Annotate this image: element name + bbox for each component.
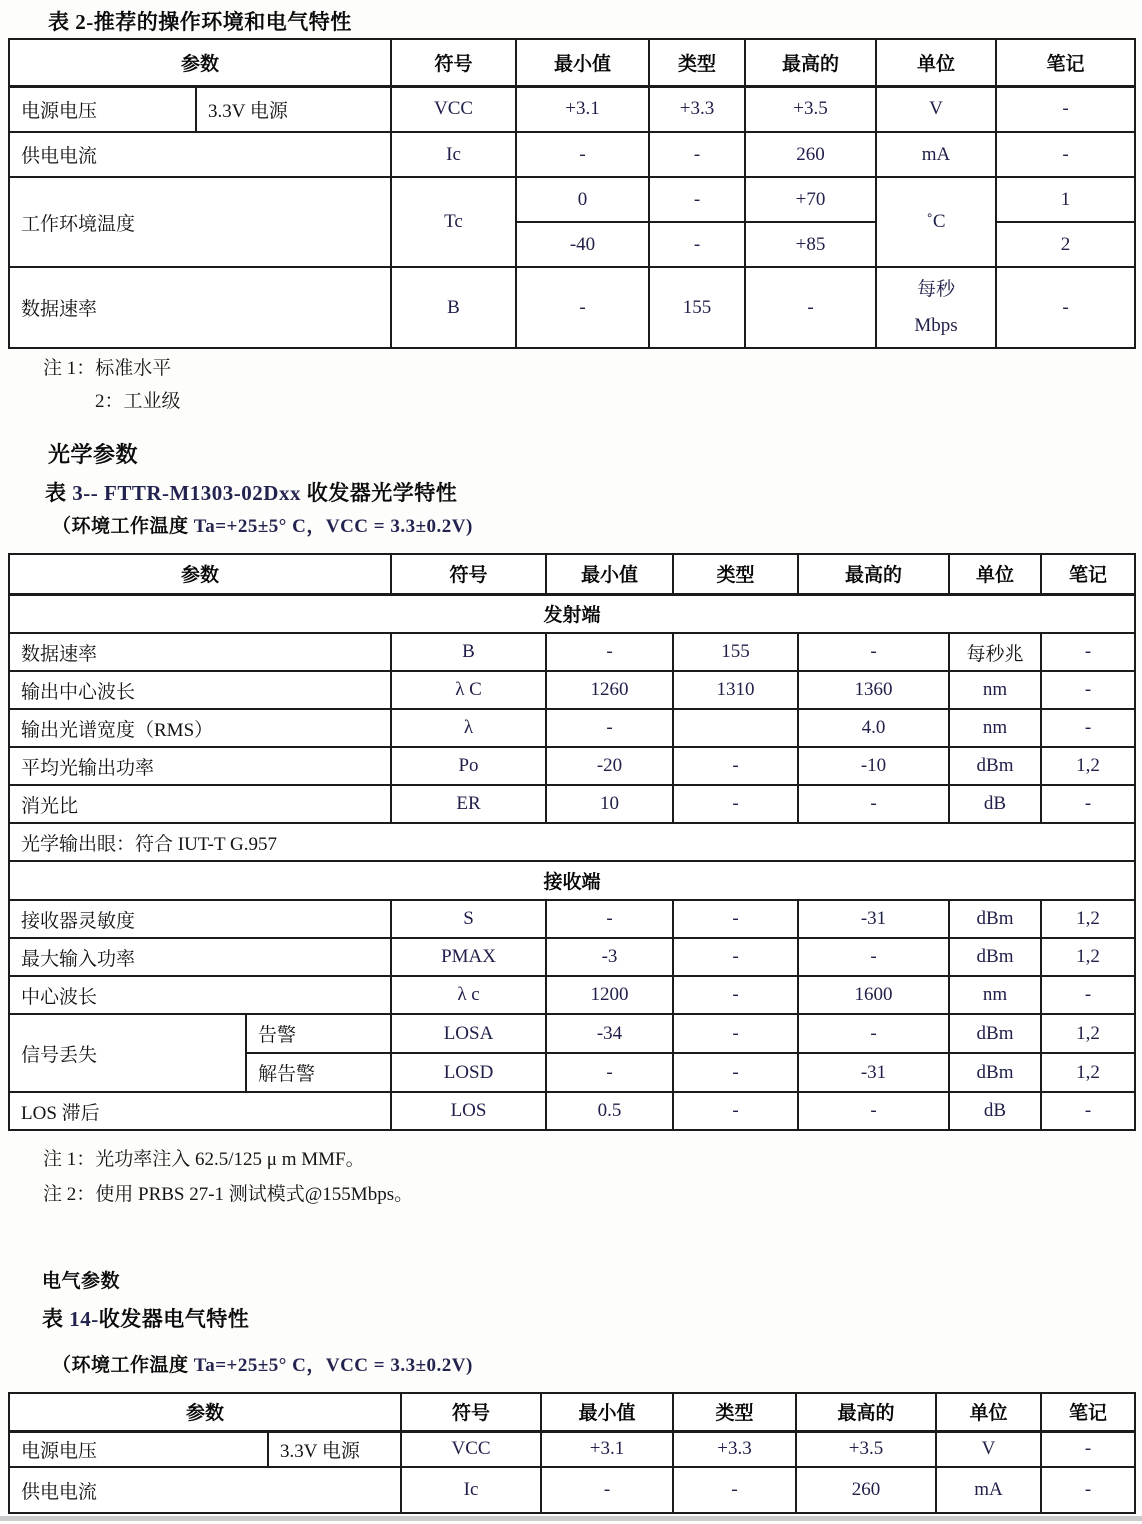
value-cell: 1260 xyxy=(546,671,673,709)
value-cell: 1,2 xyxy=(1041,900,1135,938)
table3-row-rx-sensitivity xyxy=(9,900,1135,938)
header-cell: 最小值 xyxy=(516,39,649,86)
value-cell: PMAX xyxy=(391,938,546,976)
param-cell: LOS 滞后 xyxy=(9,1092,391,1130)
value-cell: - xyxy=(1041,709,1135,747)
header-cell: 最小值 xyxy=(546,554,673,594)
header-cell: 符号 xyxy=(391,554,546,594)
electrical-section-title: 电气参数 xyxy=(42,1271,121,1292)
value-cell: - xyxy=(673,976,798,1014)
table14-row-supply-current xyxy=(9,1467,1135,1513)
value-cell: - xyxy=(546,633,673,671)
header-cell: 最小值 xyxy=(541,1393,673,1431)
param-cell: 输出光谱宽度（RMS） xyxy=(9,709,391,747)
header-cell: 参数 xyxy=(9,1393,401,1431)
param-cell: 平均光输出功率 xyxy=(9,747,391,785)
value-cell: - xyxy=(798,633,949,671)
value-cell: - xyxy=(1041,1092,1135,1130)
table3-row-los-hysteresis xyxy=(9,1092,1135,1130)
value-cell: dB xyxy=(949,785,1041,823)
header-cell: 参数 xyxy=(9,39,391,86)
value-cell: +3.1 xyxy=(516,86,649,132)
table3-tx-section-row xyxy=(9,594,1135,633)
table2-notes xyxy=(43,352,181,418)
value-cell: +85 xyxy=(745,222,876,267)
value-cell: λ xyxy=(391,709,546,747)
value-cell: - xyxy=(649,222,745,267)
cutoff-next-row-edge xyxy=(0,1516,1142,1521)
value-cell: Ic xyxy=(391,132,516,177)
value-cell: - xyxy=(673,1053,798,1092)
value-cell: - xyxy=(516,132,649,177)
table14-title-code: 14- xyxy=(69,1307,99,1331)
table14-header-row xyxy=(9,1393,1135,1431)
value-cell: - xyxy=(541,1467,673,1513)
table3-title-prefix: 表 xyxy=(45,481,73,505)
param-cell: 接收器灵敏度 xyxy=(9,900,391,938)
value-cell: 1,2 xyxy=(1041,938,1135,976)
value-cell: dBm xyxy=(949,900,1041,938)
note-line: 2：工业级 xyxy=(95,391,181,412)
value-cell: dBm xyxy=(949,1014,1041,1053)
value-cell: 2 xyxy=(996,222,1135,267)
value-cell: +3.5 xyxy=(796,1431,936,1467)
param-cell: 最大输入功率 xyxy=(9,938,391,976)
value-cell: B xyxy=(391,267,516,348)
value-cell: - xyxy=(546,709,673,747)
header-cell: 最高的 xyxy=(796,1393,936,1431)
param-cell: 输出中心波长 xyxy=(9,671,391,709)
param-cell: 数据速率 xyxy=(9,267,391,348)
header-cell: 单位 xyxy=(949,554,1041,594)
table14-title xyxy=(42,1303,249,1333)
value-cell xyxy=(673,709,798,747)
value-cell xyxy=(876,267,996,348)
value-cell: V xyxy=(876,86,996,132)
table3-title-code: 3-- FTTR-M1303-02Dxx xyxy=(72,481,307,505)
table3-rx-section-row xyxy=(9,861,1135,900)
value-cell: VCC xyxy=(391,86,516,132)
value-cell: - xyxy=(1041,785,1135,823)
value-cell: - xyxy=(673,900,798,938)
header-cell: 最高的 xyxy=(798,554,949,594)
value-cell: 1360 xyxy=(798,671,949,709)
value-cell: 1 xyxy=(996,177,1135,222)
value-cell: -34 xyxy=(546,1014,673,1053)
param-cell: 消光比 xyxy=(9,785,391,823)
value-cell: dB xyxy=(949,1092,1041,1130)
table2-row-data-rate xyxy=(9,267,1135,348)
value-cell: LOSD xyxy=(391,1053,546,1092)
table14-title-prefix: 表 xyxy=(42,1307,70,1331)
condition-prefix: （环境工作温度 xyxy=(52,516,194,537)
value-cell: LOS xyxy=(391,1092,546,1130)
value-cell: - xyxy=(798,785,949,823)
header-cell: 符号 xyxy=(391,39,516,86)
value-cell: 155 xyxy=(673,633,798,671)
param-sub-cell: 3.3V 电源 xyxy=(268,1431,401,1467)
value-cell: - xyxy=(649,132,745,177)
value-cell: - xyxy=(546,900,673,938)
value-cell: - xyxy=(546,1053,673,1092)
header-cell: 参数 xyxy=(9,554,391,594)
value-cell: dBm xyxy=(949,1053,1041,1092)
header-cell: 类型 xyxy=(673,1393,796,1431)
header-cell: 笔记 xyxy=(996,39,1135,86)
value-cell: - xyxy=(673,785,798,823)
value-cell: - xyxy=(1041,976,1135,1014)
value-cell: 1600 xyxy=(798,976,949,1014)
table14-row-supply-voltage xyxy=(9,1431,1135,1467)
table3-row-center-wavelength-tx xyxy=(9,671,1135,709)
value-cell: +3.3 xyxy=(673,1431,796,1467)
table2-title: 表 2-推荐的操作环境和电气特性 xyxy=(48,10,352,34)
table2-row-op-temp-commercial xyxy=(9,177,1135,222)
value-cell: nm xyxy=(949,671,1041,709)
value-cell: +70 xyxy=(745,177,876,222)
value-cell: S xyxy=(391,900,546,938)
param-cell: 电源电压 xyxy=(9,86,196,132)
table3-eye-row xyxy=(9,823,1135,861)
value-cell: - xyxy=(1041,633,1135,671)
table3-title-suffix: 收发器光学特性 xyxy=(306,481,458,505)
param-cell: 信号丢失 xyxy=(9,1014,246,1092)
table3-title xyxy=(45,477,457,507)
value-cell: 每秒兆 xyxy=(949,633,1041,671)
value-cell: 1,2 xyxy=(1041,747,1135,785)
value-cell: mA xyxy=(936,1467,1041,1513)
value-cell: 1310 xyxy=(673,671,798,709)
value-cell: 0 xyxy=(516,177,649,222)
param-cell: 中心波长 xyxy=(9,976,391,1014)
value-cell: - xyxy=(745,267,876,348)
table14-title-suffix: 收发器电气特性 xyxy=(98,1307,250,1331)
value-cell: +3.1 xyxy=(541,1431,673,1467)
table3-row-data-rate xyxy=(9,633,1135,671)
header-cell: 笔记 xyxy=(1041,554,1135,594)
header-cell: 最高的 xyxy=(745,39,876,86)
value-cell: B xyxy=(391,633,546,671)
note-line: 注 1：标准水平 xyxy=(43,358,172,379)
param-sub-cell: 解告警 xyxy=(246,1053,391,1092)
value-cell: -20 xyxy=(546,747,673,785)
value-cell: - xyxy=(798,938,949,976)
optical-section-title: 光学参数 xyxy=(48,442,139,467)
value-cell: - xyxy=(798,1014,949,1053)
table3-notes xyxy=(43,1142,413,1212)
value-cell: - xyxy=(673,938,798,976)
value-cell: - xyxy=(673,1092,798,1130)
value-cell: +3.3 xyxy=(649,86,745,132)
header-cell: 符号 xyxy=(401,1393,541,1431)
section-cell: 发射端 xyxy=(9,594,1135,633)
param-cell: 供电电流 xyxy=(9,1467,401,1513)
value-cell: Ic xyxy=(401,1467,541,1513)
table2-row-supply-voltage xyxy=(9,86,1135,132)
param-sub-cell: 告警 xyxy=(246,1014,391,1053)
value-cell: -40 xyxy=(516,222,649,267)
table3-row-avg-output-power xyxy=(9,747,1135,785)
table3-condition xyxy=(52,511,473,538)
table3-row-spectral-width xyxy=(9,709,1135,747)
value-cell: -31 xyxy=(798,900,949,938)
header-cell: 类型 xyxy=(649,39,745,86)
unit-line: 每秒 xyxy=(917,278,956,300)
value-cell: - xyxy=(798,1092,949,1130)
section-cell: 接收端 xyxy=(9,861,1135,900)
table3-row-extinction-ratio xyxy=(9,785,1135,823)
value-cell: 10 xyxy=(546,785,673,823)
value-cell: 0.5 xyxy=(546,1092,673,1130)
value-cell: -31 xyxy=(798,1053,949,1092)
value-cell: V xyxy=(936,1431,1041,1467)
unit-line: Mbps xyxy=(914,314,958,336)
table3-row-los-assert xyxy=(9,1014,1135,1053)
value-cell: 4.0 xyxy=(798,709,949,747)
table14-condition xyxy=(52,1350,473,1377)
header-cell: 类型 xyxy=(673,554,798,594)
value-cell: mA xyxy=(876,132,996,177)
table2-recommended-operating xyxy=(8,38,1136,349)
value-cell: LOSA xyxy=(391,1014,546,1053)
table3-row-max-input-power xyxy=(9,938,1135,976)
value-cell: VCC xyxy=(401,1431,541,1467)
value-cell: dBm xyxy=(949,938,1041,976)
value-cell: - xyxy=(1041,671,1135,709)
condition-value: Ta=+25±5° C，VCC = 3.3±0.2V) xyxy=(193,1355,473,1376)
value-cell: - xyxy=(673,1467,796,1513)
value-cell: 260 xyxy=(745,132,876,177)
value-cell: -10 xyxy=(798,747,949,785)
table3-optical-characteristics xyxy=(8,553,1136,1131)
value-cell: - xyxy=(996,132,1135,177)
value-cell: - xyxy=(1041,1431,1135,1467)
table14-electrical-characteristics xyxy=(8,1392,1136,1514)
param-cell: 供电电流 xyxy=(9,132,391,177)
value-cell: ˚C xyxy=(876,177,996,267)
header-cell: 笔记 xyxy=(1041,1393,1135,1431)
table3-row-center-wavelength-rx xyxy=(9,976,1135,1014)
value-cell: 260 xyxy=(796,1467,936,1513)
value-cell: - xyxy=(996,86,1135,132)
param-cell: 数据速率 xyxy=(9,633,391,671)
param-sub-cell: 3.3V 电源 xyxy=(196,86,391,132)
value-cell: +3.5 xyxy=(745,86,876,132)
condition-prefix: （环境工作温度 xyxy=(52,1355,194,1376)
value-cell: - xyxy=(673,747,798,785)
value-cell: nm xyxy=(949,976,1041,1014)
value-cell: λ c xyxy=(391,976,546,1014)
value-cell: 1,2 xyxy=(1041,1053,1135,1092)
value-cell: λ C xyxy=(391,671,546,709)
value-cell: nm xyxy=(949,709,1041,747)
value-cell: ER xyxy=(391,785,546,823)
value-cell: - xyxy=(516,267,649,348)
value-cell: Tc xyxy=(391,177,516,267)
value-cell: - xyxy=(1041,1467,1135,1513)
value-cell: dBm xyxy=(949,747,1041,785)
param-cell: 工作环境温度 xyxy=(9,177,391,267)
header-cell: 单位 xyxy=(876,39,996,86)
note-line: 注 1：光功率注入 62.5/125 μ m MMF。 xyxy=(43,1149,365,1170)
value-cell: 155 xyxy=(649,267,745,348)
value-cell: 1200 xyxy=(546,976,673,1014)
value-cell: 1,2 xyxy=(1041,1014,1135,1053)
value-cell: Po xyxy=(391,747,546,785)
table2-row-supply-current xyxy=(9,132,1135,177)
note-line: 注 2：使用 PRBS 27-1 测试模式@155Mbps。 xyxy=(43,1184,414,1205)
table2-header-row xyxy=(9,39,1135,86)
value-cell: -3 xyxy=(546,938,673,976)
value-cell: - xyxy=(649,177,745,222)
eye-cell: 光学输出眼：符合 IUT-T G.957 xyxy=(9,823,1135,861)
condition-value: Ta=+25±5° C，VCC = 3.3±0.2V) xyxy=(193,516,473,537)
value-cell: - xyxy=(673,1014,798,1053)
value-cell: - xyxy=(996,267,1135,348)
header-cell: 单位 xyxy=(936,1393,1041,1431)
table3-header-row xyxy=(9,554,1135,594)
param-cell: 电源电压 xyxy=(9,1431,268,1467)
